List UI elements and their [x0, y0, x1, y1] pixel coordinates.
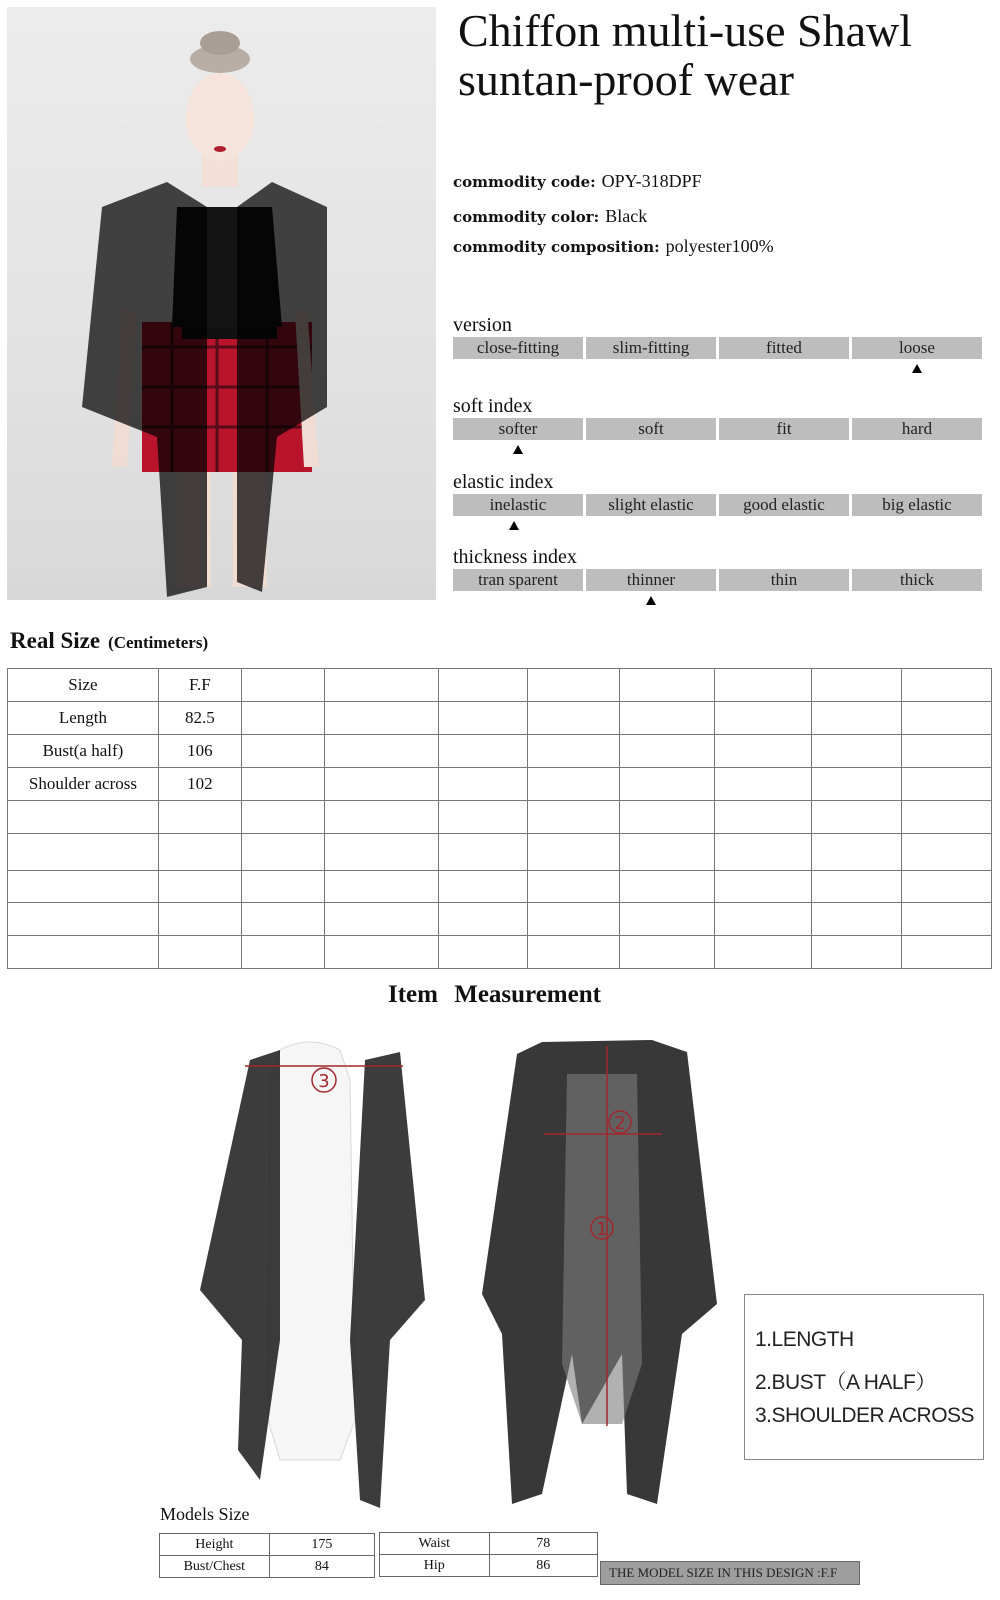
spec-code-value: OPY-318DPF [601, 171, 702, 191]
soft-index [453, 395, 982, 440]
version-label: version [453, 314, 512, 336]
size-cell: Size [8, 669, 159, 702]
soft-marker [513, 445, 523, 454]
model-hip-value: 86 [489, 1555, 597, 1577]
model-bust-label: Bust/Chest [160, 1556, 270, 1578]
legend-shoulder: 3.SHOULDER ACROSS [755, 1404, 975, 1427]
legend-length: 1.LENGTH [755, 1328, 854, 1351]
soft-option: softer [453, 418, 583, 440]
spec-code-label: commodity code: [453, 173, 596, 191]
size-cell: Shoulder across [8, 768, 159, 801]
table-row [8, 801, 992, 834]
measurement-legend [744, 1294, 984, 1460]
elastic-index [453, 471, 982, 516]
table-row [8, 669, 992, 702]
version-index [453, 314, 982, 359]
size-cell: F.F [158, 669, 241, 702]
version-option: slim-fitting [586, 337, 716, 359]
thickness-option: thinner [586, 569, 716, 591]
table-row [380, 1555, 598, 1577]
thickness-scale [453, 569, 982, 591]
marker-1: 1 [596, 1219, 608, 1240]
soft-option: fit [719, 418, 849, 440]
table-row [380, 1533, 598, 1555]
thickness-option: thin [719, 569, 849, 591]
soft-scale [453, 418, 982, 440]
table-row [8, 903, 992, 936]
real-size-label: Real Size [10, 628, 101, 653]
size-cell: 82.5 [158, 702, 241, 735]
version-scale [453, 337, 982, 359]
models-size-title: Models Size [160, 1504, 250, 1524]
thickness-option: tran sparent [453, 569, 583, 591]
spec-color-label: commodity color: [453, 208, 600, 226]
spec-composition [453, 236, 774, 257]
real-size-title [10, 628, 208, 654]
thickness-marker [646, 596, 656, 605]
back-view-diagram [482, 1034, 722, 1518]
marker-3: 3 [318, 1071, 330, 1092]
table-row [160, 1556, 375, 1578]
product-title [458, 6, 988, 104]
model-size-note: THE MODEL SIZE IN THIS DESIGN :F.F [600, 1561, 860, 1585]
size-cell: Length [8, 702, 159, 735]
version-option: close-fitting [453, 337, 583, 359]
marker-2: 2 [614, 1113, 626, 1134]
elastic-scale [453, 494, 982, 516]
model-waist-value: 78 [489, 1533, 597, 1555]
title-line-2: suntan-proof wear [458, 54, 794, 105]
model-bust-value: 84 [269, 1556, 374, 1578]
version-option: loose [852, 337, 982, 359]
table-row [160, 1534, 375, 1556]
spec-composition-label: commodity composition: [453, 238, 660, 256]
elastic-option: big elastic [852, 494, 982, 516]
size-table [7, 668, 992, 969]
thickness-index [453, 546, 982, 591]
soft-option: soft [586, 418, 716, 440]
elastic-option: inelastic [453, 494, 583, 516]
model-height-value: 175 [269, 1534, 374, 1556]
table-row [8, 735, 992, 768]
table-row [8, 768, 992, 801]
real-size-unit: (Centimeters) [108, 633, 209, 652]
table-row [8, 936, 992, 969]
table-row [8, 834, 992, 871]
spec-composition-value: polyester100% [665, 236, 774, 256]
thickness-option: thick [852, 569, 982, 591]
size-cell: 102 [158, 768, 241, 801]
item-measurement-title: Item Measurement [388, 981, 601, 1008]
table-row [8, 871, 992, 903]
models-table-right [379, 1532, 598, 1577]
elastic-option: good elastic [719, 494, 849, 516]
model-height-label: Height [160, 1534, 270, 1556]
models-table-left [159, 1533, 375, 1578]
version-option: fitted [719, 337, 849, 359]
spec-color [453, 206, 647, 227]
spec-code [453, 171, 702, 192]
legend-bust: 2.BUST（A HALF） [755, 1371, 936, 1394]
elastic-option: slight elastic [586, 494, 716, 516]
title-line-1: Chiffon multi-use Shawl [458, 5, 913, 56]
version-marker [912, 364, 922, 373]
size-cell: Bust(a half) [8, 735, 159, 768]
soft-option: hard [852, 418, 982, 440]
elastic-marker [509, 521, 519, 530]
model-waist-label: Waist [380, 1533, 490, 1555]
elastic-label: elastic index [453, 471, 554, 493]
spec-color-value: Black [605, 206, 648, 226]
size-cell: 106 [158, 735, 241, 768]
front-view-diagram [200, 1040, 465, 1524]
model-hip-label: Hip [380, 1555, 490, 1577]
soft-label: soft index [453, 395, 533, 417]
thickness-label: thickness index [453, 546, 577, 568]
table-row [8, 702, 992, 735]
product-photo [7, 7, 436, 600]
